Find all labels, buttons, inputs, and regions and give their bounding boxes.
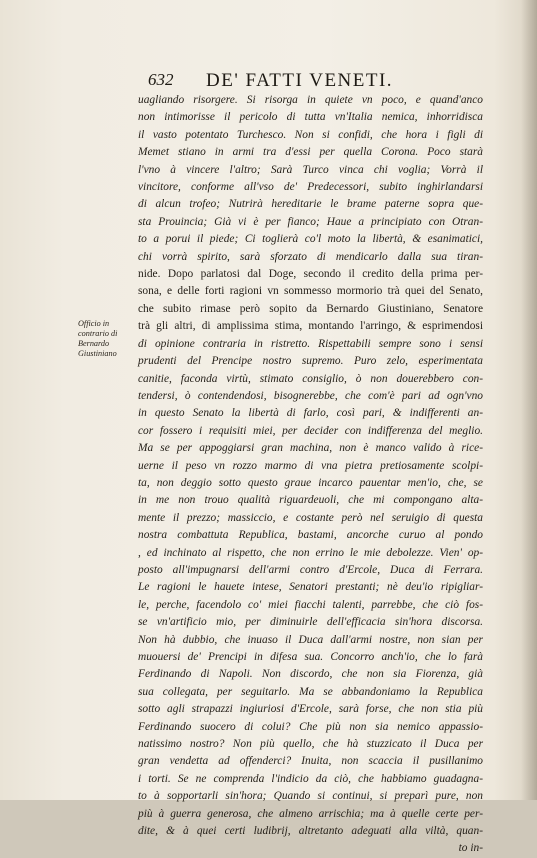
margin-note-line: Bernardo — [78, 339, 110, 348]
page-edge-shadow — [521, 0, 537, 800]
text-line: Ferdinando di Napoli. Non discordo, che non sia Fiorenza, già — [138, 668, 483, 681]
margin-note — [78, 319, 138, 359]
text-line: Non hà dubbio, che inuaso il Duca dall'armi nostre, non sian per — [138, 633, 483, 646]
text-line: uagliando risorgere. Si risorga in quiete vn poco, e quand'anco — [138, 94, 483, 106]
text-line: muouersi de' Prencipi in difesa sua. Concorro anch'io, che lo farà — [138, 651, 483, 663]
text-line: Le ragioni le hauete intese, Senatori prestanti; nè deu'io ripigliar- — [138, 581, 483, 594]
text-line: gran vendetta ad offenderci? Inuita, non scaccia il pusillanimo — [138, 755, 483, 768]
page-number: 632 — [148, 70, 174, 89]
text-line: non intimorisse il pericolo di tutta vn'Italia nemica, inhorridisca — [138, 111, 483, 124]
text-line: Ma se per appoggiarsi gran machina, non è manco valido à rice- — [138, 442, 483, 455]
text-line: mente il prezzo; massiccio, e costante però nel seruigio di questa — [138, 511, 483, 524]
text-line: Ferdinando suocero di colui? Che più non sia nemico appassio- — [138, 720, 483, 733]
text-line: sua collegata, per seguitarlo. Ma se abbandoniamo la Republica — [138, 685, 483, 698]
text-line: sotto agli strapazzi ingiuriosi d'Ercole, sarà forse, che non stia più — [138, 703, 483, 716]
text-line: in questo Senato la libertà di farlo, così pari, & indifferenti an- — [138, 407, 483, 420]
text-line: Memet stiano in armi tra d'essi per quella Corona. Poco starà — [138, 146, 483, 159]
text-line: natissimo nostro? Non più quello, che hà stuzzicato il Duca per — [138, 738, 483, 751]
page-header — [148, 70, 448, 92]
body-text — [138, 92, 483, 858]
text-line: , ed inchinato al rispetto, che non errino le mie debolezze. Vien' op- — [138, 546, 483, 559]
text-line: i torti. Se ne comprenda l'indicio da ciò, che habbiamo guadagna- — [138, 772, 483, 785]
text-line: il vasto potentato Turchesco. Non si confidi, che hora i figli di — [138, 128, 483, 141]
text-line: le, perche, facendolo co' miei fiacchi talenti, parrebbe, che ciò fos- — [138, 598, 483, 611]
text-line: nide. Dopo parlatosi dal Doge, secondo il credito della prima per- — [138, 268, 483, 281]
text-line: chi vorrà spirito, sarà sforzato di mendicarlo dalla sua tiran- — [138, 250, 483, 263]
text-line: vincitore, conforme all'vso de' Predecessori, subito inghirlandarsi — [138, 181, 483, 194]
text-line: sta Prouincia; Già vi è per fianco; Haue a principiato con Otran- — [138, 215, 483, 228]
text-line: dite, & à quei certi ludibrij, altretanto adeguati alla viltà, quan- — [138, 825, 483, 838]
text-line: l'vno à vincere l'altro; Sarà Turco vinca chi voglia; Vorrà il — [138, 163, 483, 176]
text-line: uerne il peso vn rozzo marmo di vna pietra pretiosamente scolpi- — [138, 459, 483, 472]
text-line: trà gli altri, di amplissima stima, montando l'arringo, & esprimendosi — [138, 320, 483, 333]
text-line: di alcun trofeo; Nutrirà hereditarie le brame paterne sopra que- — [138, 198, 483, 211]
text-line: in me non trouo qualità riguardeuoli, che mi compongano alta- — [138, 494, 483, 507]
margin-note-line: Officio in — [78, 319, 110, 328]
text-line: posto all'impugnarsi dell'armi contro d'Ercole, Duca di Ferrara. — [138, 563, 483, 576]
text-line: ta, non deggio sotto questo graue incarco pauentar men'io, che, se — [138, 476, 483, 489]
text-line: di opinione contraria in ristretto. Rispettabili sempre sono i sensi — [138, 337, 483, 350]
text-line: canitie, faconda virtù, stimato consiglio, ò non douerebbero con- — [138, 372, 483, 385]
text-line: più à guerra generosa, che almeno arrischia; ma à quelle certe per- — [138, 807, 483, 820]
text-line: se vn'artificio mio, per diminuirle dell'efficacia sin'hora discorsa. — [138, 616, 483, 629]
text-line: tendersi, ò contendendosi, bisognerebbe, che com'è pari ad ogn'vno — [138, 389, 483, 402]
margin-note-line: contrario di — [78, 329, 118, 338]
text-line: che subito rimase però sopito da Bernardo Giustiniano, Senatore — [138, 302, 483, 315]
running-head: DE' FATTI VENETI. — [206, 70, 394, 91]
text-line: nostra combattuta Republica, bastami, ancorche curuo al pondo — [138, 529, 483, 542]
text-line: sona, e delle forti ragioni vn sommesso mormorio trà quei del Senato, — [138, 285, 483, 298]
margin-note-line: Giustiniano — [78, 349, 117, 358]
text-line: to in- — [458, 842, 483, 855]
text-line: prudenti del Prencipe nostro supremo. Puro zelo, esperimentata — [138, 355, 483, 368]
text-line: cor fossero i requisiti miei, per decider con indifferenza del meglio. — [138, 424, 483, 437]
text-line: to a porui il piede; Ci toglierà co'l moto la libertà, & esanimatici, — [138, 233, 483, 246]
text-line: to à sopportarli sin'hora; Quando si continui, si preparì pure, non — [138, 790, 483, 803]
